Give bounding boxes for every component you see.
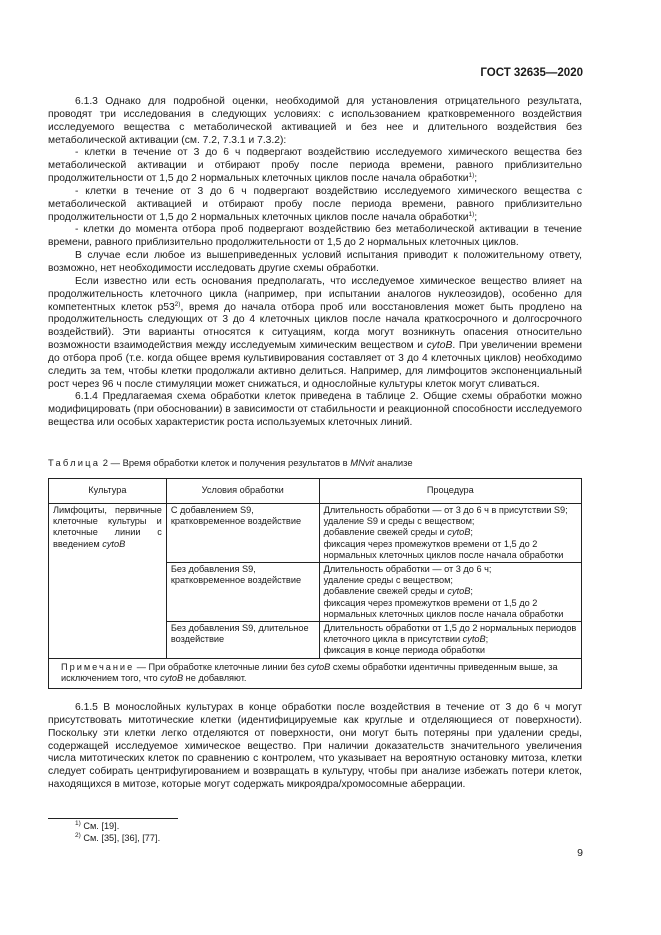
main-text <box>48 96 582 430</box>
footnote-1: $^{1)}$ См. [19]. <box>75 820 120 831</box>
footnote-ref: 2) <box>174 300 181 308</box>
paragraph-6-1-5: 6.1.5 В монослойных культурах в конце обработки после воздействия в течение от 3 до 6 ч могут присутствовать митотические клетки (идентифицируемые как круглые и отделяющиеся от поверхности). Поскольку эти клетки легко отделяются от поверхности, они могут быть потеряны при удалении среды, содержащей исследуемое химическое вещество. При наличии доказательств значительного увеличения числа митотических клеток по сравнению с контролем, что указывает на вероятную остановку митоза, клетки следует собирать центрифугированием и возвращать в культуру, чтобы при анализе избежать потери клеток, находящихся в митозе, которые могут содержать микроядра/хромосомные аберрации. <box>48 702 582 791</box>
standard-number: ГОСТ 32635—2020 <box>480 67 583 79</box>
paragraph-6-1-4: 6.1.4 Предлагаемая схема обработки клеток приведена в таблице 2. Общие схемы обработки можно модифицировать (при обосновании) в зависимости от стабильности и реакционной способности исследуемого вещества или особых характеристик роста используемых клеточных линий. <box>48 391 582 429</box>
page-number: 9 <box>577 847 583 859</box>
condition-cell: Без добавления S9, кратковременное воздействие <box>166 563 319 622</box>
condition-item-3: - клетки до момента отбора проб подвергают воздействию без метаболической активации в течение времени, равного приблизительно продолжительности от 1,5 до 2 нормальных клеточных циклов. <box>48 224 582 249</box>
culture-cell: Лимфоциты, первичные клеточные культуры и клеточные линии с введением cytoB <box>49 504 167 659</box>
paragraph-positive-response: В случае если любое из вышеприведенных условий испытания приводит к положительному ответу, возможно, нет необходимости исследовать другие схемы обработки. <box>48 250 582 274</box>
condition-cell: Без добавления S9, длительное воздействие <box>166 622 319 659</box>
footnote-ref: 1) <box>468 172 475 180</box>
footnote-divider <box>48 818 178 819</box>
table-caption: Таблица 2 — Время обработки клеток и получения результатов в MNvit анализе <box>48 457 413 468</box>
condition-item-2: - клетки в течение от 3 до 6 ч подвергают воздействию исследуемого химического вещества с метаболической активацией и отбирают пробу после периода времени, равного приблизительно продолжительности от 1,5 до 2 нормальных клеточных циклов после начала обработки$^{1)}$; <box>48 185 582 223</box>
table-note: Примечание — При обработке клеточные линии без cytoB схемы обработки идентичны приведенным выше, за исключением того, что cytoB не добавляют. <box>49 658 582 688</box>
condition-item-1: - клетки в течение от 3 до 6 ч подвергают воздействию исследуемого химического вещества без метаболической активации и отбирают пробу после периода времени, равного приблизительно продолжительности от 1,5 до 2 нормальных клеточных циклов после начала обработки$^{1)}$; <box>48 147 582 185</box>
column-header: Культура <box>49 479 167 504</box>
section-6-1-5 <box>48 702 582 792</box>
condition-cell: С добавлением S9, кратковременное воздействие <box>166 504 319 563</box>
procedure-cell: Длительность обработки от 1,5 до 2 нормальных периодов клеточного цикла в присутствии cytoB; фиксация в конце периода обработки <box>319 622 581 659</box>
procedure-cell: Длительность обработки — от 3 до 6 ч в присутствии S9; удаление S9 и среды с веществом; добавление свежей среды и cytoB; фиксация через промежутков времени от 1,5 до 2 нормальных клеточных циклов после начала обработки <box>319 504 581 563</box>
footnote-ref: 1) <box>468 210 475 218</box>
table-row <box>49 504 582 563</box>
paragraph-6-1-3: 6.1.3 Однако для подробной оценки, необходимой для установления отрицательного результата, проводят три исследования в следующих условиях: с использованием кратковременного воздействия исследуемого вещества с метаболической активацией и без нее и длительного воздействия без метаболической активации (см. 7.2, 7.3.1 и 7.3.2): <box>48 96 582 146</box>
column-header: Условия обработки <box>166 479 319 504</box>
procedure-cell: Длительность обработки — от 3 до 6 ч; удаление среды с веществом; добавление свежей среды и cytoB; фиксация через промежутков времени от 1,5 до 2 нормальных клеточных циклов после начала обработки <box>319 563 581 622</box>
paragraph-cell-cycle: Если известно или есть основания предполагать, что исследуемое химическое вещество влияет на продолжительность клеточного цикла (например, при испытании аналогов нуклеозидов), особенно для компетентных клеток p53$^{2)}$, время до начала отбора проб или восстановления может быть продлено на продолжительность следующих от 3 до 4 клеточных циклов после начала краткосрочного и долгосрочного воздействий). Эти варианты относятся к ситуациям, когда могут возникнуть опасения относительно возможности взаимодействия между исследуемым химическим веществом и cytoB. При увеличении времени до отбора проб (т.е. когда общее время культивирования составляет от 3 до 4 клеточных циклов) необходимо следить за тем, чтобы клетки продолжали активно делиться. Например, для лимфоцитов экспоненциальный рост через 96 ч после стимуляции может снижаться, и однослойные культуры клеток могут сливаться. <box>48 275 582 390</box>
table-note-row <box>49 658 582 688</box>
footnote-2: $^{2)}$ См. [35], [36], [77]. <box>75 832 161 843</box>
table-header-row <box>49 479 582 504</box>
column-header: Процедура <box>319 479 581 504</box>
treatment-table <box>48 478 582 689</box>
